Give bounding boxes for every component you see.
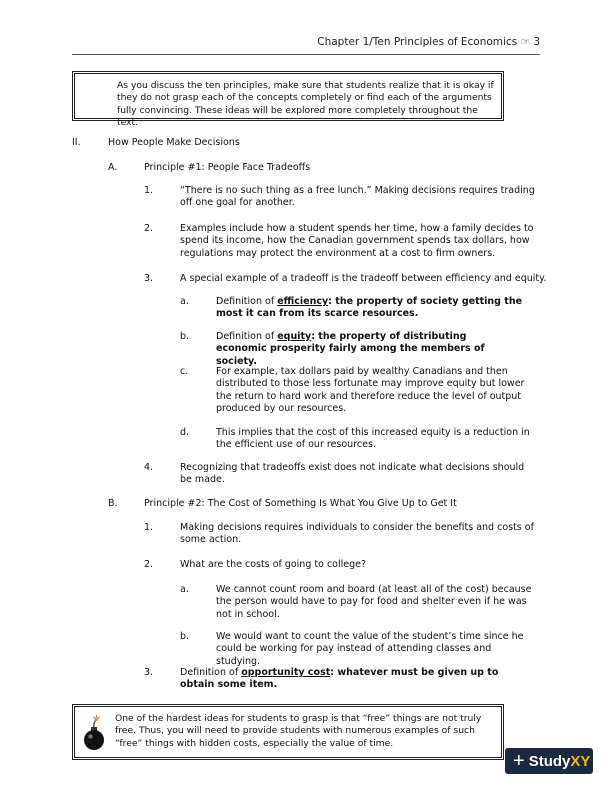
principle-b-title: Principle #2: The Cost of Something Is What You Give Up to Get It: [144, 498, 457, 509]
section-numeral: II.: [72, 137, 81, 148]
list-item-text: What are the costs of going to college?: [180, 559, 367, 570]
list-item-text: A special example of a tradeoff is the tradeoff between efficiency and equity.: [180, 273, 547, 284]
sub-item-text: For example, tax dollars paid by wealthy Canadians and then distributed to those less fortunate may improve equity but lower the return to hard work and therefore reduce the level of output produced by our resources.: [216, 366, 525, 415]
term-opportunity-cost: opportunity cost: [241, 667, 331, 678]
sub-item-text: This implies that the cost of this increased equity is a reduction in the efficient use of our resources.: [216, 427, 530, 451]
list-number: 3.: [144, 667, 154, 678]
term-equity: equity: [277, 331, 312, 342]
badge-word-xy: XY: [570, 752, 591, 770]
list-number: 4.: [144, 462, 154, 473]
list-number: 1.: [144, 185, 154, 196]
list-number: 2.: [144, 559, 154, 570]
tip-box: [72, 704, 504, 760]
section-title: How People Make Decisions: [108, 137, 240, 148]
sub-item-text: We cannot count room and board (at least all of the cost) because the person would have to pay for food and shelter even if he was not in school.: [216, 584, 532, 620]
principle-a-title: Principle #1: People Face Tradeoffs: [144, 162, 311, 173]
sub-letter: a.: [180, 296, 189, 307]
sub-letter: a.: [180, 584, 189, 595]
principle-a-letter: A.: [108, 162, 118, 173]
list-number: 1.: [144, 522, 154, 533]
efficiency-definition: Definition of efficiency: the property of society getting the most it can from its scarce resources.: [216, 296, 523, 320]
opportunity-cost-definition: Definition of opportunity cost: whatever must be given up to obtain some item.: [180, 667, 499, 691]
teaching-note-text: As you discuss the ten principles, make sure that students realize that it is okay if they do not grasp each of the concepts completely or find each of the arguments fully convincing. These ideas will be explored more completely throughout the text.: [117, 80, 494, 128]
header-rule: [72, 54, 540, 55]
list-item-text: Examples include how a student spends her time, how a family decides to spend its income, how the Canadian government spends tax dollars, how regulations may protect the environment at a cost to firm owners.: [180, 223, 534, 259]
term-efficiency: efficiency: [277, 296, 329, 307]
bomb-icon: [81, 715, 107, 751]
list-number: 3.: [144, 273, 154, 284]
page-number: 3: [533, 36, 540, 48]
badge-word-study: Study: [528, 752, 571, 770]
sub-item-text: We would want to count the value of the student’s time since he could be working for pay instead of attending classes and studying.: [216, 631, 524, 667]
sub-letter: b.: [180, 631, 190, 642]
header-title: Chapter 1/Ten Principles of Economics: [317, 36, 518, 48]
equity-definition: Definition of equity: the property of distributing economic prosperity fairly among the members of society.: [216, 331, 485, 367]
page-header: [317, 36, 540, 48]
list-item-text: Recognizing that tradeoffs exist does not indicate what decisions should be made.: [180, 462, 525, 486]
pointing-hand-icon: ☞: [520, 36, 530, 48]
principle-b-letter: B.: [108, 498, 118, 509]
list-item-text: “There is no such thing as a free lunch.” Making decisions requires trading off one goal for another.: [180, 185, 535, 209]
list-item-text: Making decisions requires individuals to consider the benefits and costs of some action.: [180, 522, 534, 546]
sub-letter: b.: [180, 331, 190, 342]
teaching-note-box: [72, 71, 504, 128]
tip-text: One of the hardest ideas for students to grasp is that “free” things are not truly free. Thus, you will need to provide students with numerous examples of such “free” things with hidden costs, especially the value of time.: [115, 713, 482, 749]
sub-letter: d.: [180, 427, 190, 438]
list-number: 2.: [144, 223, 154, 234]
plus-icon: +: [513, 750, 525, 772]
sub-letter: c.: [180, 366, 189, 377]
studyxy-badge: [505, 748, 593, 774]
